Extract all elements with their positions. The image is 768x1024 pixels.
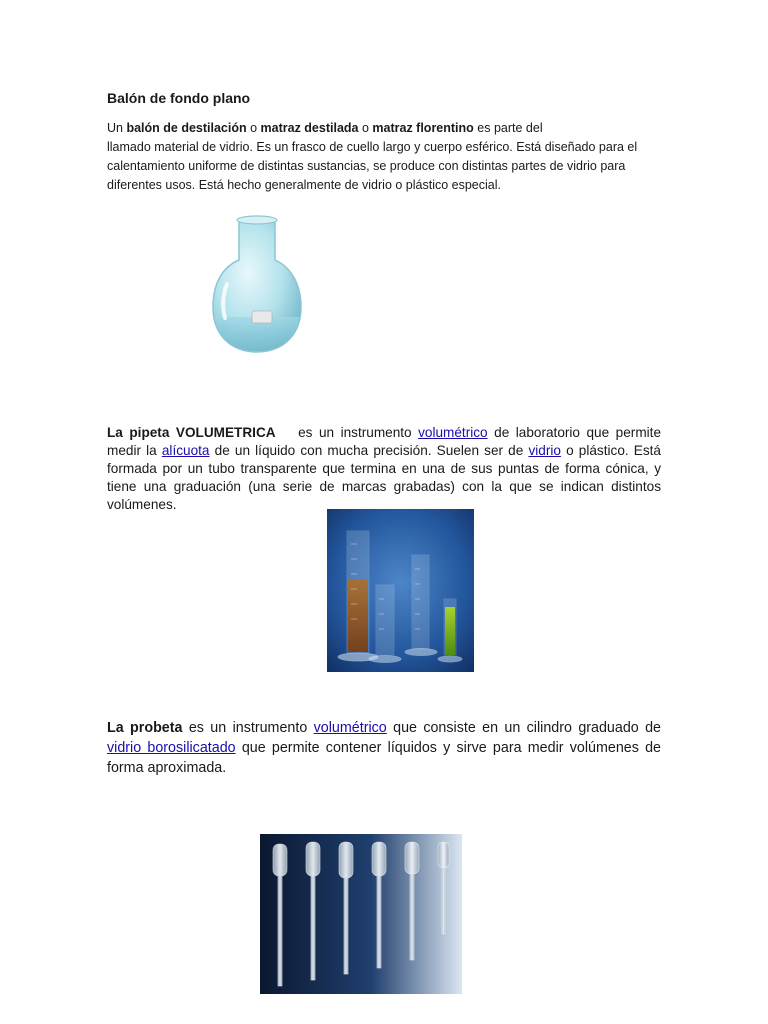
graduated-cylinders-image bbox=[327, 509, 474, 672]
bold-term-pipeta-volumetrica: La pipeta VOLUMETRICA bbox=[107, 425, 276, 440]
text: es parte del bbox=[473, 121, 543, 135]
text: o bbox=[246, 121, 261, 135]
heading-balon-fondo-plano: Balón de fondo plano bbox=[107, 90, 251, 106]
paragraph-pipeta bbox=[107, 424, 661, 514]
link-volumetrico-2[interactable]: volumétrico bbox=[313, 720, 387, 736]
text: de laboratorio que permite medir la bbox=[107, 425, 661, 458]
bold-term-la-probeta: La probeta bbox=[107, 720, 183, 736]
paragraph-probeta bbox=[107, 718, 661, 778]
flat-bottom-flask-image bbox=[175, 202, 340, 360]
text: es un instrumento bbox=[291, 425, 419, 440]
text: o plástico. Está formada por un tubo transparente que termina en una de sus puntas de forma cónica, y tiene una graduación (una serie de marcas grabadas) con la que se indican distintos volúmenes. bbox=[107, 443, 661, 512]
transfer-pipettes-image bbox=[260, 834, 462, 994]
bold-term-matraz-florentino: matraz florentino bbox=[372, 121, 474, 135]
link-vidrio[interactable]: vidrio bbox=[528, 443, 561, 458]
text: llamado material de vidrio. Es un frasco de cuello largo y cuerpo esférico. Está diseñado para el calentamiento uniforme de distintas sustancias, se produce con distintas partes de vidrio para diferentes usos. Está hecho generalmente de vidrio o plástico especial. bbox=[107, 140, 638, 192]
text: o bbox=[358, 121, 373, 135]
text: es un instrumento bbox=[182, 720, 314, 736]
text: Un bbox=[107, 121, 127, 135]
link-alicuota[interactable]: alícuota bbox=[161, 443, 210, 458]
link-vidrio-borosilicatado[interactable]: vidrio borosilicatado bbox=[107, 740, 236, 756]
link-volumetrico[interactable]: volumétrico bbox=[418, 425, 488, 440]
text: que consiste en un cilindro graduado de bbox=[386, 720, 662, 736]
bold-term-matraz-destilada: matraz destilada bbox=[260, 121, 359, 135]
paragraph-balon bbox=[107, 119, 667, 195]
bold-term-balon-destilacion: balón de destilación bbox=[126, 121, 247, 135]
text: de un líquido con mucha precisión. Suelen ser de bbox=[209, 443, 529, 458]
text: que permite contener líquidos y sirve para medir volúmenes de forma aproximada. bbox=[107, 740, 661, 776]
